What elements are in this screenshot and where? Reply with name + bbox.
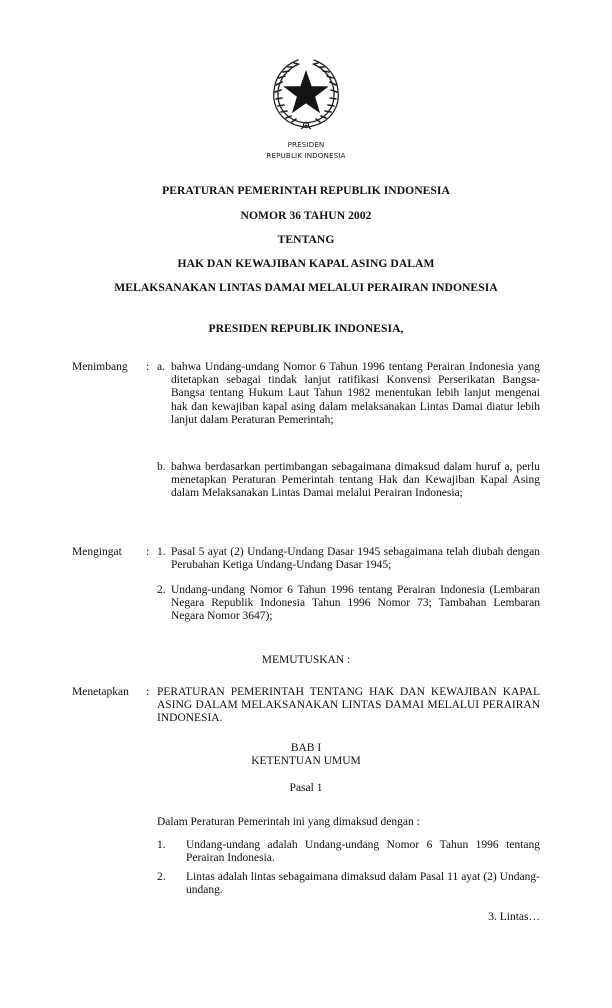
mengingat-item-2-marker: 2. [157,584,166,596]
page-continuation-marker: 3. Lintas… [488,911,540,923]
mengingat-colon: : [146,546,150,558]
mengingat-item-1-marker: 1. [157,546,166,558]
document-tentang: TENTANG [277,233,335,246]
emblem-caption-republik: REPUBLIK INDONESIA [266,151,346,160]
pasal-item-1-marker: 1. [157,839,166,851]
pasal-item-2-marker: 2. [157,871,166,883]
document-subject-line-1: HAK DAN KEWAJIBAN KAPAL ASING DALAM [177,257,435,270]
document-number: NOMOR 36 TAHUN 2002 [240,209,372,222]
mengingat-item-1-text: Pasal 5 ayat (2) Undang-Undang Dasar 1945 sebagaimana telah diubah dengan Perubahan Ketiga Undang-Undang Dasar 1945; [171,546,540,572]
bab-title: KETENTUAN UMUM [251,755,361,767]
menimbang-item-a-marker: a. [157,361,165,373]
document-subject-line-2: MELAKSANAKAN LINTAS DAMAI MELALUI PERAIRAN INDONESIA [114,281,498,294]
emblem-caption-presiden: PRESIDEN [287,140,325,149]
mengingat-label: Mengingat [72,546,122,558]
document-title-line-1: PERATURAN PEMERINTAH REPUBLIK INDONESIA [162,184,450,197]
pasal-heading: Pasal 1 [289,782,323,794]
menimbang-item-b-marker: b. [157,461,166,473]
pasal-item-1-text: Undang-undang adalah Undang-undang Nomor 6 Tahun 1996 tentang Perairan Indonesia. [186,839,540,865]
preamble-heading: PRESIDEN REPUBLIK INDONESIA, [208,322,404,335]
memutuskan-heading: MEMUTUSKAN : [261,654,351,666]
menetapkan-label: Menetapkan [72,686,129,698]
menimbang-item-b-text: bahwa berdasarkan pertimbangan sebagaimana dimaksud dalam huruf a, perlu menetapkan Peraturan Pemerintah tentang Hak dan Kewajiban Kapal Asing dalam Melaksanakan Lintas Damai melalui Perairan Indonesia; [171,461,540,500]
bab-number: BAB I [290,742,322,754]
menimbang-label: Menimbang [72,361,128,373]
pasal-intro: Dalam Peraturan Pemerintah ini yang dimaksud dengan : [157,816,420,828]
menimbang-item-a-text: bahwa Undang-undang Nomor 6 Tahun 1996 tentang Perairan Indonesia yang ditetapkan sebagai tindak lanjut ratifikasi Konvensi Perserikatan Bangsa-Bangsa tentang Hukum Laut Tahun 1982 menentukan lebih lanjut mengenai hak dan kewajiban kapal asing dalam melaksanakan Lintas Damai diatur lebih lanjut dalam Peraturan Pemerintah; [171,361,540,426]
menetapkan-colon: : [146,686,150,698]
menimbang-colon: : [146,361,150,373]
pasal-item-2-text: Lintas adalah lintas sebagaimana dimaksud dalam Pasal 11 ayat (2) Undang-undang. [186,871,540,897]
mengingat-item-2-text: Undang-undang Nomor 6 Tahun 1996 tentang Perairan Indonesia (Lembaran Negara Republik Indonesia Tahun 1996 Nomor 73; Tambahan Lembaran Negara Nomor 3647); [171,584,540,623]
menetapkan-text: PERATURAN PEMERINTAH TENTANG HAK DAN KEWAJIBAN KAPAL ASING DALAM MELAKSANAKAN LINTAS DAMAI MELALUI PERAIRAN INDONESIA. [157,686,540,725]
presidential-seal-icon [268,55,344,133]
